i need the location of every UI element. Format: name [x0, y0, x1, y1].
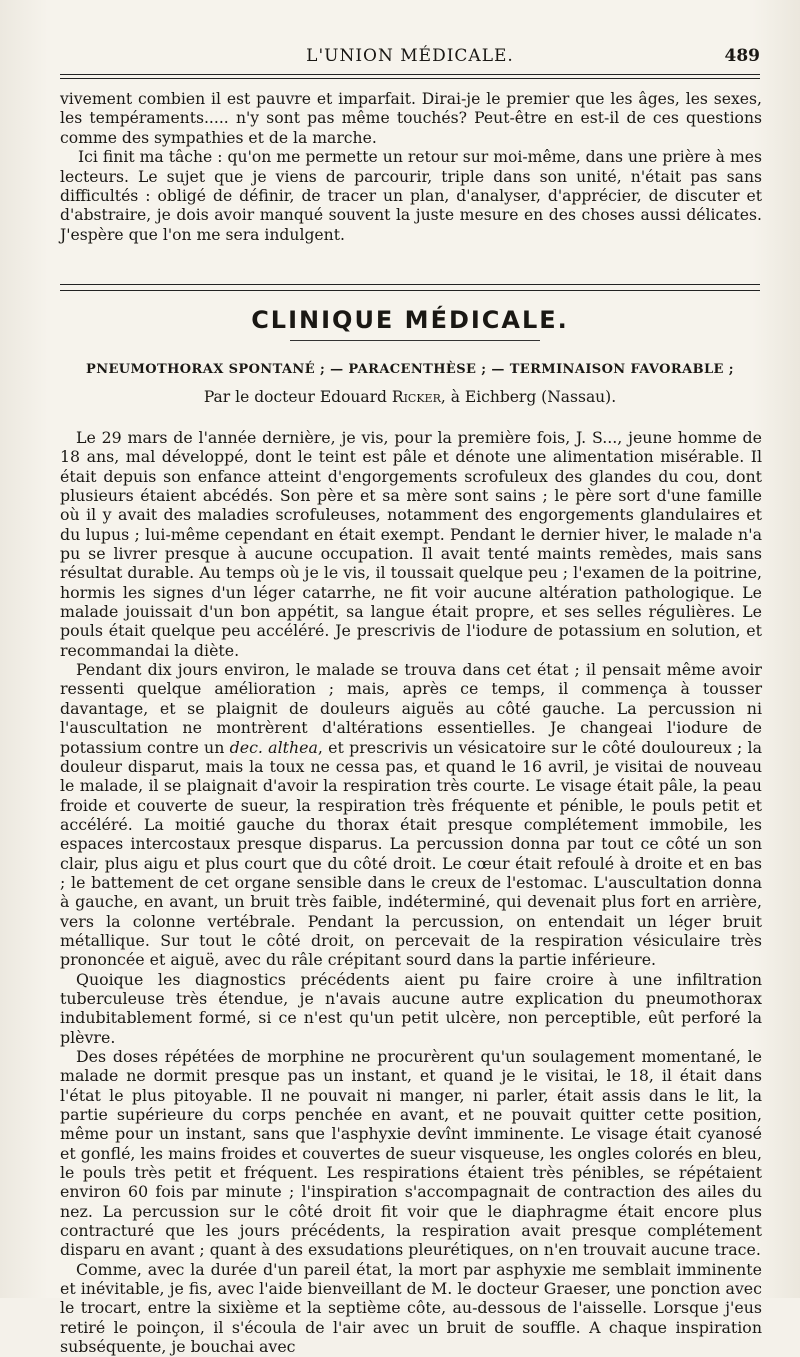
- article-paragraph: Des doses répétées de morphine ne procurèrent qu'un soulagement momentané, le malade ne dormit presque pas un instant, et quand je le visitai, le 18, il était dans l'état le plus pitoyable. Il ne pouvait ni manger, ni parler, était assis dans le lit, la partie supérieure du corps penchée en avant, et ne pouvait quitter cette position, même pour un instant, sans que l'asphyxie devînt imminente. Le visage était cyanosé et gonflé, les mains froides et couvertes de sueur visqueuse, les ongles colorés en bleu, le pouls très petit et fréquent. Les respirations étaient très pénibles, se répétaient environ 60 fois par minute ; l'inspiration s'accompagnait de contraction des ailes du nez. La percussion sur le côté droit fit voir que le diaphragme était encore plus contracturé que les jours précédents, la respiration avait presque complétement disparu en avant ; quant à des exsudations pleurétiques, on n'en trouvait aucune trace.: [60, 1047, 762, 1260]
- header-rule: [60, 74, 760, 75]
- author-name: Ricker: [391, 388, 441, 406]
- section-title: CLINIQUE MÉDICALE.: [251, 306, 569, 334]
- header-rule-thin: [60, 78, 760, 79]
- intro-paragraph: Ici finit ma tâche : qu'on me permette un retour sur moi-même, dans une prière à mes lecteurs. Le sujet que je viens de parcourir, triple dans son unité, n'était pas sans difficultés : obligé de définir, de tracer un plan, d'analyser, d'apprécier, de discuter et d'abstraire, je dois avoir manqué souvent la juste mesure en des choses aussi délicates. J'espère que l'on me sera indulgent.: [60, 148, 762, 244]
- intro-text: [60, 90, 762, 245]
- byline-suffix: , à Eichberg (Nassau).: [440, 388, 617, 406]
- article-paragraph: Comme, avec la durée d'un pareil état, la mort par asphyxie me semblait imminente et inévitable, je fis, avec l'aide bienveillant de M. le docteur Graeser, une ponction avec le trocart, entre la sixième et la septième côte, au-dessous de l'aisselle. Lorsque j'eus retiré le poinçon, il s'écoula de l'air avec un bruit de souffle. A chaque inspiration subséquente, je bouchai avec: [60, 1259, 762, 1357]
- section-rule-thin: [60, 290, 760, 291]
- byline: [60, 388, 760, 406]
- article-title: PNEUMOTHORAX SPONTANÉ ; — PARACENTHÈSE ; — TERMINAISON FAVORABLE ;: [86, 362, 734, 377]
- article-body: [60, 428, 762, 1357]
- remedy-name: dec. althea: [229, 737, 318, 757]
- page-number: 489: [724, 46, 760, 66]
- title-underline: [290, 340, 540, 341]
- running-title: L'UNION MÉDICALE.: [306, 46, 514, 66]
- paragraph-text: Pendant dix jours environ, le malade se trouva dans cet état ; il pensait même avoir ressenti quelque amélioration ; mais, après ce temps, il commença à tousser davantage, et se plaignit de douleurs aiguës au côté gauche. La percussion ni l'auscultation ne montrèrent d'altérations essentielles. Je changeai l'iodure de potassium contre un: [60, 660, 762, 757]
- article-paragraph: [60, 660, 762, 970]
- article-paragraph: Quoique les diagnostics précédents aient pu faire croire à une infiltration tuberculeuse très étendue, je n'avais aucune autre explication du pneumothorax indubitablement formé, si ce n'est qu'un petit ulcère, non perceptible, eût perforé la plèvre.: [60, 969, 762, 1047]
- intro-paragraph: vivement combien il est pauvre et imparfait. Dirai-je le premier que les âges, les sexes, les tempéraments..... n'y sont pas même touchés? Peut-être en est-il de ces questions comme des sympathies et de la marche.: [60, 90, 762, 147]
- page-header: [60, 40, 760, 70]
- byline-prefix: Par le docteur Edouard: [203, 388, 392, 406]
- article-paragraph: Le 29 mars de l'année dernière, je vis, pour la première fois, J. S..., jeune homme de 18 ans, mal développé, dont le teint est pâle et dénote une alimentation misérable. Il était depuis son enfance atteint d'engorgements scrofuleux des glandes du cou, dont plusieurs étaient abcédés. Son père et sa mère sont sains ; le père sort d'une famille où il y avait des maladies scrofuleuses, notamment des engorgements glandulaires et du lupus ; lui-même cependant en était exempt. Pendant le dernier hiver, le malade n'a pu se livrer presque à aucune occupation. Il avait tenté maints remèdes, mais sans résultat durable. Au temps où je le vis, il toussait quelque peu ; l'examen de la poitrine, hormis les signes d'un léger catarrhe, ne fit voir aucune altération pathologique. Le malade jouissait d'un bon appétit, sa langue était propre, et ses selles régulières. Le pouls était quelque peu accéléré. Je prescrivis de l'iodure de potassium en solution, et recommandai la diète.: [60, 428, 762, 660]
- section-rule: [60, 284, 760, 285]
- paragraph-text: , et prescrivis un vésicatoire sur le côté douloureux ; la douleur disparut, mais la toux ne cessa pas, et quand le 16 avril, je visitai de nouveau le malade, il se plaignait d'avoir la respiration très courte. Le visage était pâle, la peau froide et couverte de sueur, la respiration très fréquente et pénible, le pouls petit et accéléré. La moitié gauche du thorax était presque complétement immobile, les espaces intercostaux presque disparus. La percussion donna par tout ce côté un son clair, plus aigu et plus court que du côté droit. Le cœur était refoulé à droite et en bas ; le battement de cet organe sensible dans le creux de l'estomac. L'auscultation donna à gauche, en avant, un bruit très faible, indéterminé, qui devenait plus fort en arrière, vers la colonne vertébrale. Pendant la percussion, on entendait un léger bruit métallique. Sur tout le côté droit, on percevait de la respiration vésiculaire très prononcée et aiguë, avec du râle crépitant sourd dans la partie inférieure.: [60, 737, 762, 970]
